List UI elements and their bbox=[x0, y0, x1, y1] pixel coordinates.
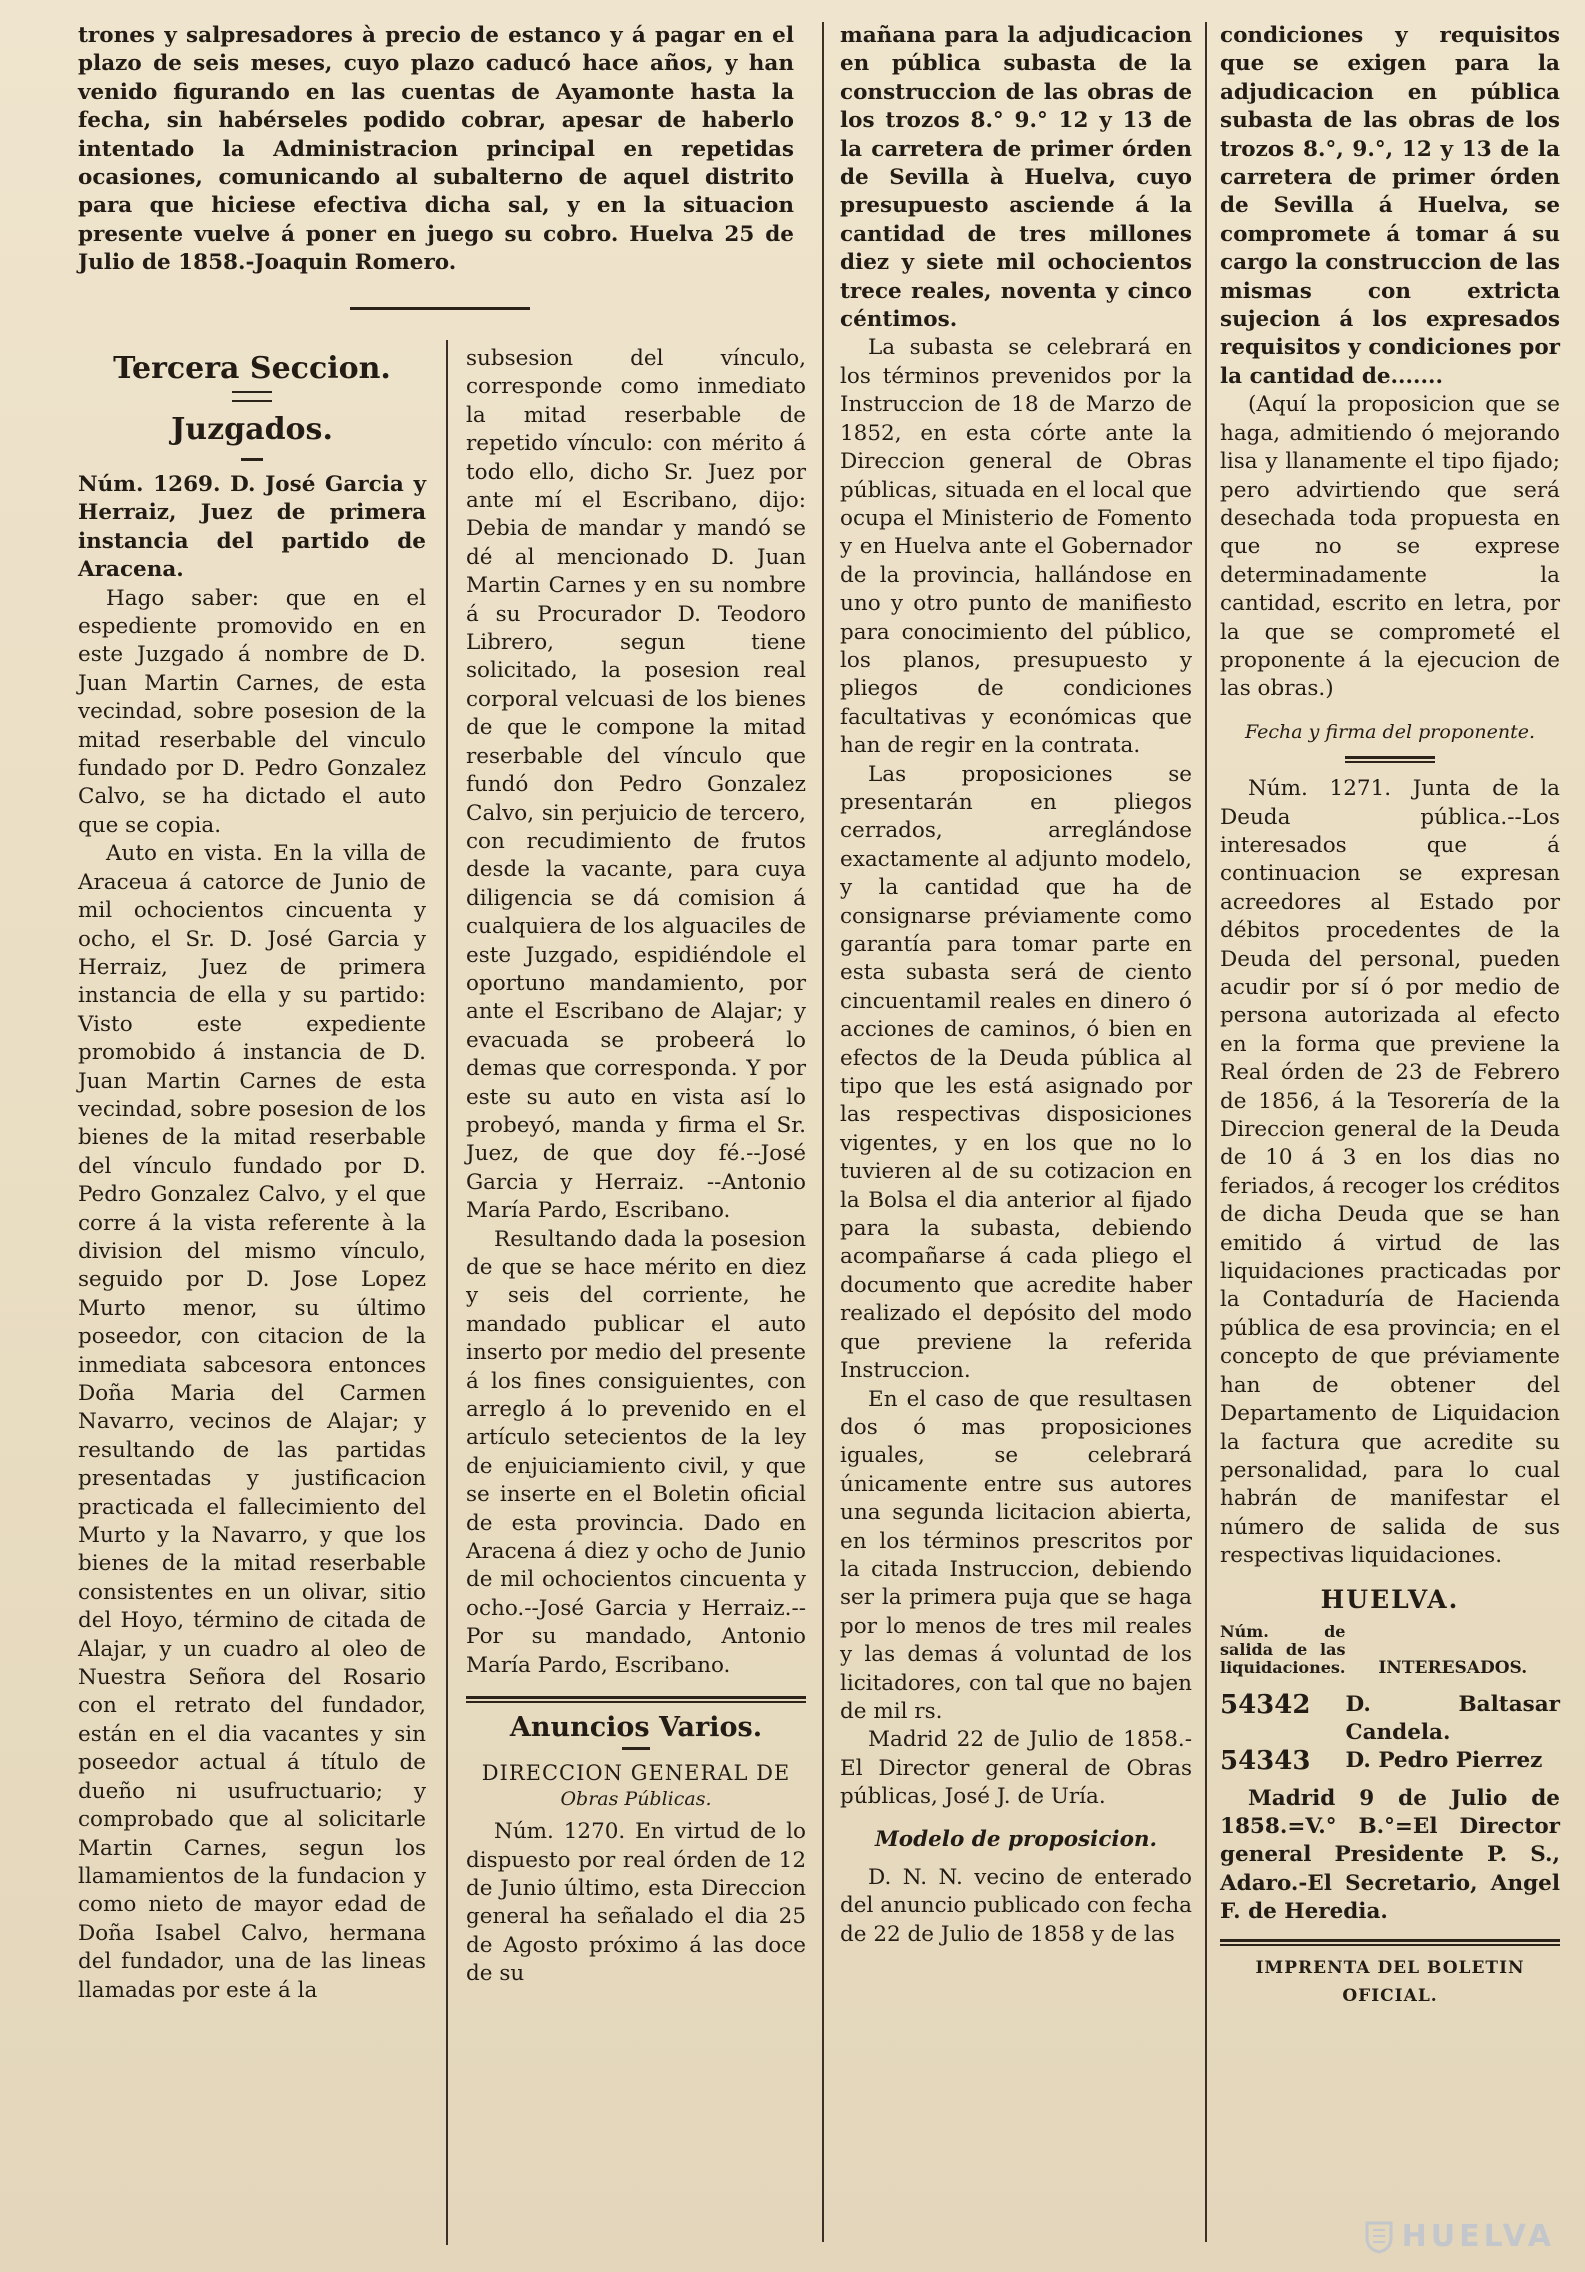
subsection-title: Juzgados. bbox=[171, 412, 333, 447]
divider-rule bbox=[1345, 756, 1435, 759]
divider-rule bbox=[1220, 1944, 1560, 1946]
archive-watermark bbox=[1364, 2219, 1555, 2255]
double-rule bbox=[232, 391, 272, 402]
watermark-text: HUELVA bbox=[1401, 2218, 1555, 2254]
model-paragraph: D. N. N. vecino de enterado del anuncio publicado con fecha de 22 de Julio de 1858 y de las bbox=[840, 1865, 1192, 1947]
directorate-heading: DIRECCION GENERAL DE bbox=[481, 1761, 791, 1786]
table-header-number: Núm. de salida de las liquidaciones. bbox=[1220, 1621, 1346, 1677]
divider-rule bbox=[466, 1701, 806, 1703]
notice-1270-paragraph: Núm. 1270. En virtud de lo dispuesto por real órden de 12 de Junio último, esta Direccion general ha señalado el dia 25 de Agosto próximo á las doce de su bbox=[466, 1819, 806, 1987]
printer-imprint: IMPRENTA DEL BOLETIN OFICIAL. bbox=[1255, 1957, 1525, 2006]
column-1 bbox=[78, 345, 426, 2005]
notice-1270-paragraph: Las proposiciones se presentarán en pliegos cerrados, arreglándose exactamente al adjunto modelo, y la cantidad que ha de consignarse préviamente como garantía para tomar parte en esta subasta será de ciento cincuentamil reales en dinero ó acciones de caminos, ó bien en efectos de la Deuda pública al tipo que les está asignado por las respectivas disposiciones vigentes, y en los que no lo tuvieren al de su cotizacion en la Bolsa el dia anterior al fijado para la subasta, debiendo acompañarse á cada pliego el documento que acredite haber realizado el depósito del modo que previene la referida Instruccion. bbox=[840, 761, 1192, 1384]
creditor-name: D. Baltasar Candela. bbox=[1345, 1691, 1560, 1745]
creditors-table bbox=[1220, 1623, 1560, 1775]
column-4 bbox=[1220, 22, 1560, 2010]
notice-1271-paragraph: Núm. 1271. Junta de la Deuda pública.--Los interesados que á continuacion se expresan acreedores al Estado por débitos procedentes de la Deuda del personal, pueden acudir por sí ó por medio de persona autorizada al efecto en la forma que previene la Real órden de 23 de Febrero de 1856, á la Tesorería de la Direccion general de la Deuda de 10 á 3 en los dias no feriados, á recoger los créditos de dicha Deuda que se han emitido á virtud de las liquidaciones practicadas por la Contaduría de Hacienda pública de esa provincia; en el concepto de que préviamente han de obtener del Departamento de Liquidacion la factura que acredite su personalidad, para lo cual habrán de manifestar el número de salida de sus respectivas liquidaciones. bbox=[1220, 776, 1560, 1569]
notice-1269-paragraph: Hago saber: que en el espediente promovido en en este Juzgado á nombre de D. Juan Martin Carnes, de esta vecindad, sobre posesion de la mitad reserbable del vinculo fundado por D. Pedro Gonzalez Calvo, se ha dictado el auto que se copia. bbox=[78, 585, 426, 838]
province-heading: HUELVA. bbox=[1320, 1584, 1460, 1614]
short-rule bbox=[241, 458, 263, 461]
divider-rule bbox=[1345, 761, 1435, 763]
liquidation-number: 54342 bbox=[1220, 1689, 1311, 1720]
notice-1269-heading: Núm. 1269. D. José Garcia y Herraiz, Juez de primera instancia del partido de Aracena. bbox=[78, 472, 426, 583]
column-divider bbox=[446, 340, 448, 2245]
directorate-subheading: Obras Públicas. bbox=[560, 1788, 712, 1811]
notice-1270-signature: Madrid 22 de Julio de 1858.-El Director general de Obras públicas, José J. de Uría. bbox=[840, 1727, 1192, 1810]
table-row bbox=[1220, 1691, 1560, 1747]
model-signature-line: Fecha y firma del proponente. bbox=[1245, 720, 1535, 743]
notice-1269-paragraph: Auto en vista. En la villa de Araceua á catorce de Junio de mil ochocientos cincuenta y ocho, el Sr. D. José Garcia y Herraiz, Juez de primera instancia de ella y su partido: Visto este expediente promobido á instancia de D. Juan Martin Carnes de esta vecindad, sobre posesion de los bienes de la mitad reserbable del vínculo fundado por D. Pedro Gonzalez Calvo, y el que corre á la vista referente à la division del mismo vínculo, seguido por D. Jose Lopez Murto menor, su último poseedor, con citacion de la inmediata sabcesora entonces Doña Maria del Carmen Navarro, vecinos de Alajar; y resultando de las partidas presentadas y justificacion practicada el fallecimiento del Murto y la Navarro, y que los bienes de la mitad reserbable consistentes en un olivar, sitio del Hoyo, término de citada de Alajar, y un cuadro al oleo de Nuestra Señora del Rosario con el retrato del fundador, están en el dia vacantes y sin poseedor actual á título de dueño ni usufructuario; y comprobado que al solicitarle Martin Carnes, segun los llamamientos de la fundacion y como nieto de mayor edad de Doña Isabel Calvo, hermana del fundador, una de las lineas llamadas por este á la bbox=[78, 841, 426, 2003]
table-row bbox=[1220, 1747, 1560, 1775]
model-note: (Aquí la proposicion que se haga, admitiendo ó mejorando lisa y llanamente el tipo fijado; pero advirtiendo que será desechada toda propuesta en que no se exprese determinadamente la cantidad, escrito en letra, por la que se comprometé el proponente á la ejecucion de las obras.) bbox=[1220, 392, 1560, 702]
liquidation-number: 54343 bbox=[1220, 1745, 1311, 1776]
divider-rule bbox=[466, 1696, 806, 1699]
short-rule bbox=[622, 1747, 650, 1750]
creditor-name: D. Pedro Pierrez bbox=[1345, 1747, 1543, 1773]
table-header-row bbox=[1220, 1623, 1560, 1677]
table-header-interested: INTERESADOS. bbox=[1378, 1657, 1528, 1678]
column-divider bbox=[822, 22, 824, 2242]
model-continued: condiciones y requisitos que se exigen para la adjudicacion en pública subasta de las obras de los trozos 8.°, 9.°, 12 y 13 de la carretera de primer órden de Sevilla á Huelva, se compromete á tomar á su cargo la construccion de las mismas con extricta sujecion á los expresados requisitos y condiciones por la cantidad de....... bbox=[1220, 23, 1560, 389]
section-title: Tercera Seccion. bbox=[113, 351, 391, 386]
notice-1271-signature: Madrid 9 de Julio de 1858.=V.° B.°=El Director general Presidente P. S., Adaro.-El Secretario, Angel F. de Heredia. bbox=[1220, 1785, 1560, 1925]
notice-1270-paragraph: En el caso de que resultasen dos ó mas proposiciones iguales, se celebrará únicamente entre sus autores una segunda licitacion abierta, en los términos prescritos por la citada Instruccion, debiendo ser la primera puja que se haga por lo menos de tres mil reales y las demas á voluntad de los licitadores, con tal que no bajen de mil rs. bbox=[840, 1386, 1192, 1724]
notice-1269-closing: Resultando dada la posesion de que se hace mérito en diez y seis del corriente, he mandado publicar el auto inserto por medio del presente á los fines consiguientes, con arreglo á lo prevenido en el artículo setecientos de la ley de enjuiciamiento civil, y que se inserte en el Boletin oficial de esta provincia. Dado en Aracena á diez y ocho de Junio de mil ochocientos cincuenta y ocho.--José Garcia y Herraiz.--Por su mandado, Antonio María Pardo, Escribano. bbox=[466, 1226, 806, 1678]
continued-paragraph: trones y salpresadores à precio de estanco y á pagar en el plazo de seis meses, cuyo plazo caducó hace años, y han venido figurando en las cuentas de Ayamonte hasta la fecha, sin habérseles podido cobrar, apesar de haberlo intentado la Administracion principal en repetidas ocasiones, comunicando al subalterno de aquel distrito para que hiciese efectiva dicha sal, y en la situacion presente vuelve á poner en juego su cobro. Huelva 25 de Julio de 1858.-Joaquin Romero. bbox=[78, 23, 794, 276]
model-title: Modelo de proposicion. bbox=[874, 1826, 1158, 1852]
announcements-title: Anuncios Varios. bbox=[509, 1712, 763, 1744]
divider-rule bbox=[350, 307, 530, 310]
column-divider bbox=[1205, 22, 1207, 2242]
notice-1270-paragraph: La subasta se celebrará en los términos prevenidos por la Instruccion de 18 de Marzo de 1852, en esta córte ante la Direccion general de Obras públicas, situada en el local que ocupa el Ministerio de Fomento y en Huelva ante el Gobernador de la provincia, hallándose en uno y otro punto de manifiesto para conocimiento del público, los planos, presupuesto y pliegos de condiciones facultativas y económicas que han de regir en la contrata. bbox=[840, 335, 1192, 759]
divider-rule bbox=[1220, 1939, 1560, 1942]
dipu-emblem-icon bbox=[1364, 2220, 1394, 2254]
column-3 bbox=[840, 22, 1192, 1949]
notice-1270-continued: mañana para la adjudicacion en pública subasta de la construccion de las obras de los trozos 8.° 9.° 12 y 13 de la carretera de primer órden de Sevilla à Huelva, cuyo presupuesto asciende á la cantidad de tres millones diez y siete mil ochocientos trece reales, noventa y cinco céntimos. bbox=[840, 23, 1192, 333]
notice-1269-continued: subsesion del vínculo, corresponde como inmediato la mitad reserbable de repetido vínculo: con mérito á todo ello, dicho Sr. Juez por ante mí el Escribano, dijo: Debia de mandar y mandó se dé al mencionado D. Juan Martin Carnes y en su nombre á su Procurador D. Teodoro Librero, segun tiene solicitado, la posesion real corporal velcuasi de los bienes de que le compone la mitad reserbable del vínculo que fundó don Pedro Gonzalez Calvo, sin perjuicio de tercero, con recudimiento de frutos desde la vacante, para cuya diligencia se dá comision á cualquiera de los alguaciles de este Juzgado, espidiéndole el oportuno mandamiento, por ante el Escribano de Alajar; y evacuada se probeerá lo demas que corresponda. Y por este su auto en vista así lo probeyó, manda y firma el Sr. Juez, de que doy fé.--José Garcia y Herraiz. --Antonio María Pardo, Escribano. bbox=[466, 346, 806, 1224]
column-top-left bbox=[78, 22, 794, 278]
column-2 bbox=[466, 345, 806, 1989]
